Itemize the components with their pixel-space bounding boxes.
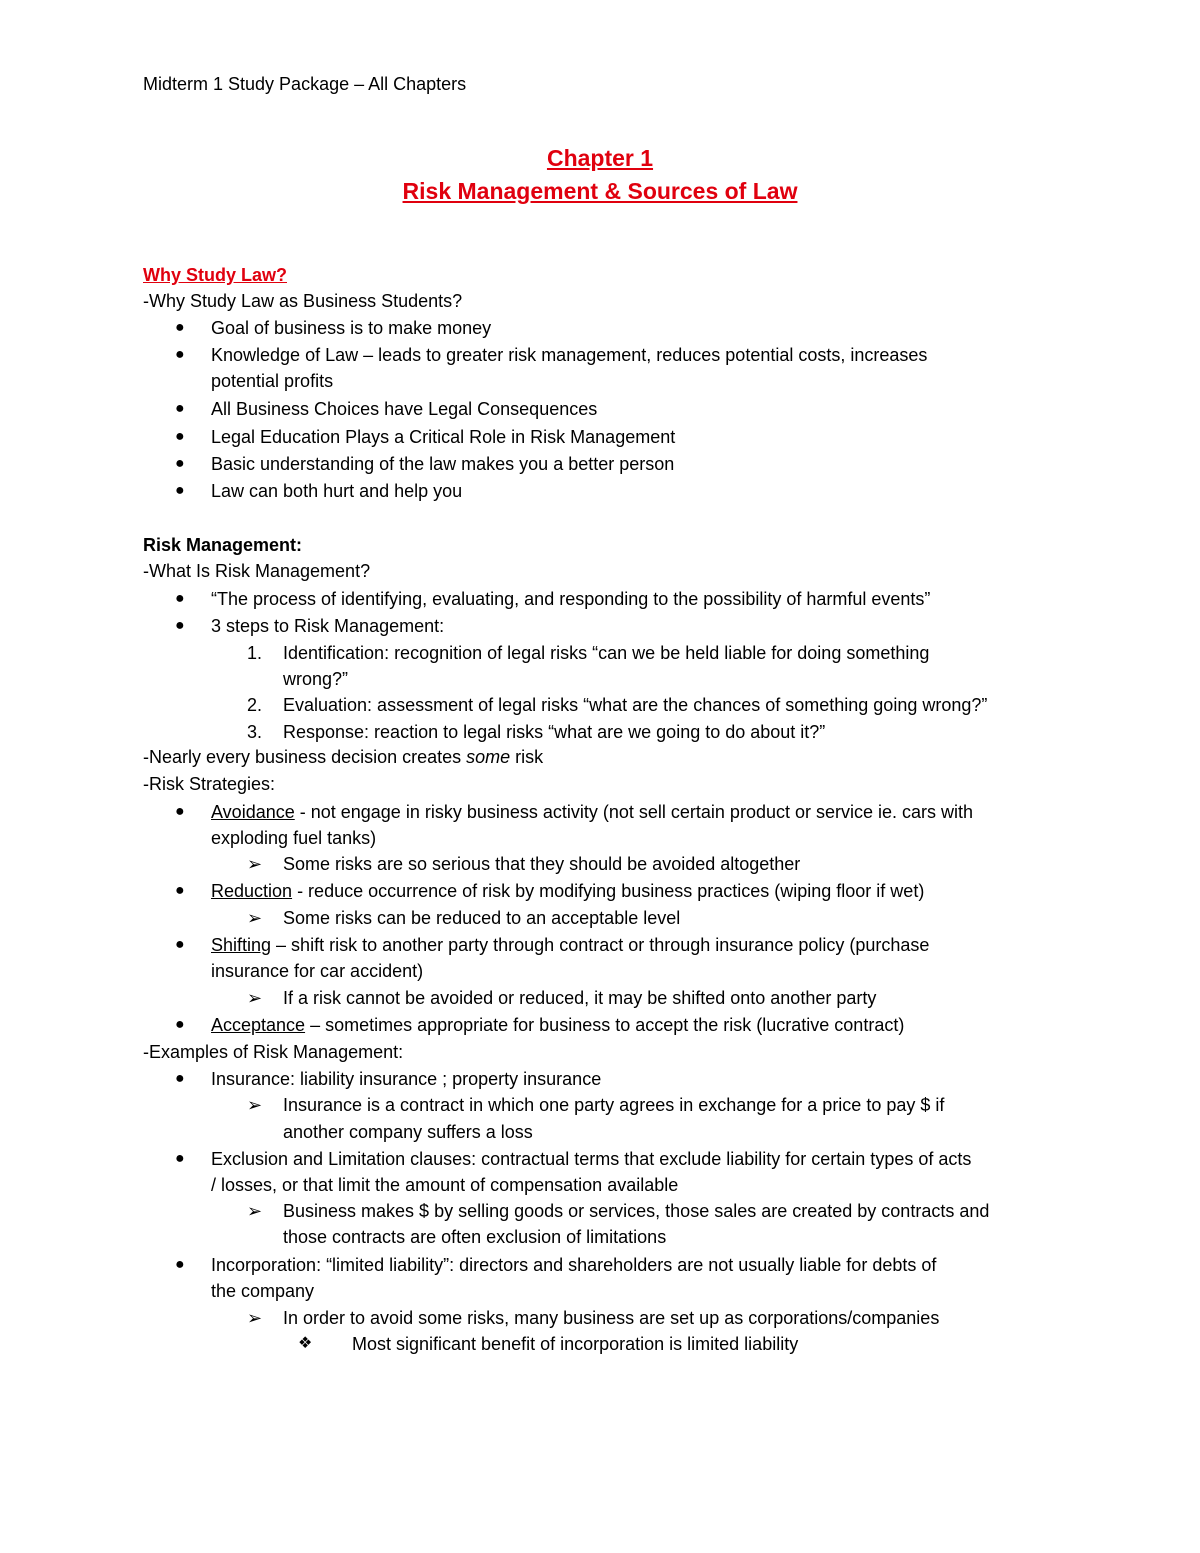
list-item: Knowledge of Law – leads to greater risk management, reduces potential costs, increases: [211, 345, 928, 365]
example-subpoint-continuation: another company suffers a loss: [283, 1122, 533, 1142]
examples-label: -Examples of Risk Management:: [143, 1042, 404, 1062]
risk-steps-label: 3 steps to Risk Management:: [211, 616, 445, 636]
strategy-text: - reduce occurrence of risk by modifying business practices (wiping floor if wet): [292, 881, 925, 901]
list-item: Legal Education Plays a Critical Role in Risk Management: [211, 427, 676, 447]
strategy-term: Reduction: [211, 881, 293, 901]
nearly-suffix: risk: [510, 747, 544, 767]
chapter-title: Risk Management & Sources of Law: [402, 178, 798, 204]
strategy-text: – shift risk to another party through contract or through insurance policy (purchase: [271, 935, 930, 955]
step-item: Evaluation: assessment of legal risks “what are the chances of something going wrong?”: [283, 695, 988, 715]
risk-what-is: -What Is Risk Management?: [143, 561, 371, 581]
list-item: Goal of business is to make money: [211, 318, 492, 338]
strategy-term: Shifting: [211, 935, 272, 955]
risk-definition: “The process of identifying, evaluating, and responding to the possibility of harmful events”: [211, 589, 931, 609]
arrow-bullet-icon: ➢: [247, 1308, 263, 1328]
example-exclusion: Exclusion and Limitation clauses: contractual terms that exclude liability for certain types of acts: [211, 1149, 972, 1169]
strategy-reduction: [211, 878, 924, 904]
example-incorporation: Incorporation: “limited liability”: directors and shareholders are not usually liable for debts of: [211, 1255, 937, 1275]
bullet-icon: ●: [175, 1016, 185, 1033]
strategy-term: Avoidance: [211, 802, 295, 822]
bullet-icon: ●: [175, 803, 185, 820]
bullet-icon: ●: [175, 482, 185, 499]
bullet-icon: ●: [175, 346, 185, 363]
bullet-icon: ●: [175, 936, 185, 953]
arrow-bullet-icon: ➢: [247, 988, 263, 1008]
strategy-subpoint: Some risks can be reduced to an acceptable level: [283, 908, 681, 928]
strategy-continuation: insurance for car accident): [211, 961, 424, 981]
strategy-acceptance: [211, 1012, 904, 1038]
strategy-text: – sometimes appropriate for business to accept the risk (lucrative contract): [305, 1015, 905, 1035]
nearly-emphasis: some: [466, 747, 511, 767]
section-heading-risk-management: Risk Management:: [143, 535, 303, 555]
bullet-icon: ●: [175, 1256, 185, 1273]
list-item: Basic understanding of the law makes you a better person: [211, 454, 675, 474]
step-item: Response: reaction to legal risks “what are we going to do about it?”: [283, 722, 826, 742]
page-header: Midterm 1 Study Package – All Chapters: [143, 74, 467, 94]
bullet-icon: ●: [175, 590, 185, 607]
example-subpoint: Business makes $ by selling goods or services, those sales are created by contracts and: [283, 1201, 990, 1221]
bullet-icon: ●: [175, 428, 185, 445]
arrow-bullet-icon: ➢: [247, 854, 263, 874]
nearly-every-decision: [143, 744, 543, 770]
chapter-number: Chapter 1: [546, 145, 654, 171]
list-item-continuation: potential profits: [211, 371, 334, 391]
bullet-icon: ●: [175, 882, 185, 899]
strategy-continuation: exploding fuel tanks): [211, 828, 377, 848]
strategy-text: - not engage in risky business activity (not sell certain product or service ie. cars with: [294, 802, 974, 822]
step-item-continuation: wrong?”: [283, 669, 349, 689]
example-subsubpoint: Most significant benefit of incorporation is limited liability: [352, 1334, 799, 1354]
example-incorporation-continuation: the company: [211, 1281, 315, 1301]
example-subpoint-continuation: those contracts are often exclusion of limitations: [283, 1227, 667, 1247]
nearly-prefix: -Nearly every business decision creates: [143, 747, 467, 767]
why-study-intro: -Why Study Law as Business Students?: [143, 291, 463, 311]
list-item: All Business Choices have Legal Consequences: [211, 399, 598, 419]
risk-strategies-label: -Risk Strategies:: [143, 774, 276, 794]
arrow-bullet-icon: ➢: [247, 908, 263, 928]
section-heading-why-study: Why Study Law?: [143, 265, 287, 285]
example-subpoint: Insurance is a contract in which one party agrees in exchange for a price to pay $ if: [283, 1095, 945, 1115]
strategy-term: Acceptance: [211, 1015, 306, 1035]
list-item: Law can both hurt and help you: [211, 481, 463, 501]
strategy-shifting: [211, 932, 929, 958]
bullet-icon: ●: [175, 400, 185, 417]
step-number: 2.: [247, 695, 263, 715]
diamond-bullet-icon: ❖: [298, 1335, 313, 1352]
arrow-bullet-icon: ➢: [247, 1095, 263, 1115]
example-insurance: Insurance: liability insurance ; property insurance: [211, 1069, 602, 1089]
arrow-bullet-icon: ➢: [247, 1201, 263, 1221]
bullet-icon: ●: [175, 1150, 185, 1167]
bullet-icon: ●: [175, 319, 185, 336]
bullet-icon: ●: [175, 617, 185, 634]
strategy-subpoint: Some risks are so serious that they should be avoided altogether: [283, 854, 801, 874]
bullet-icon: ●: [175, 1070, 185, 1087]
example-exclusion-continuation: / losses, or that limit the amount of compensation available: [211, 1175, 679, 1195]
step-item: Identification: recognition of legal risks “can we be held liable for doing something: [283, 643, 930, 663]
example-subpoint: In order to avoid some risks, many business are set up as corporations/companies: [283, 1308, 940, 1328]
bullet-icon: ●: [175, 455, 185, 472]
strategy-subpoint: If a risk cannot be avoided or reduced, it may be shifted onto another party: [283, 988, 877, 1008]
step-number: 1.: [247, 643, 263, 663]
step-number: 3.: [247, 722, 263, 742]
strategy-avoidance: [211, 799, 973, 825]
